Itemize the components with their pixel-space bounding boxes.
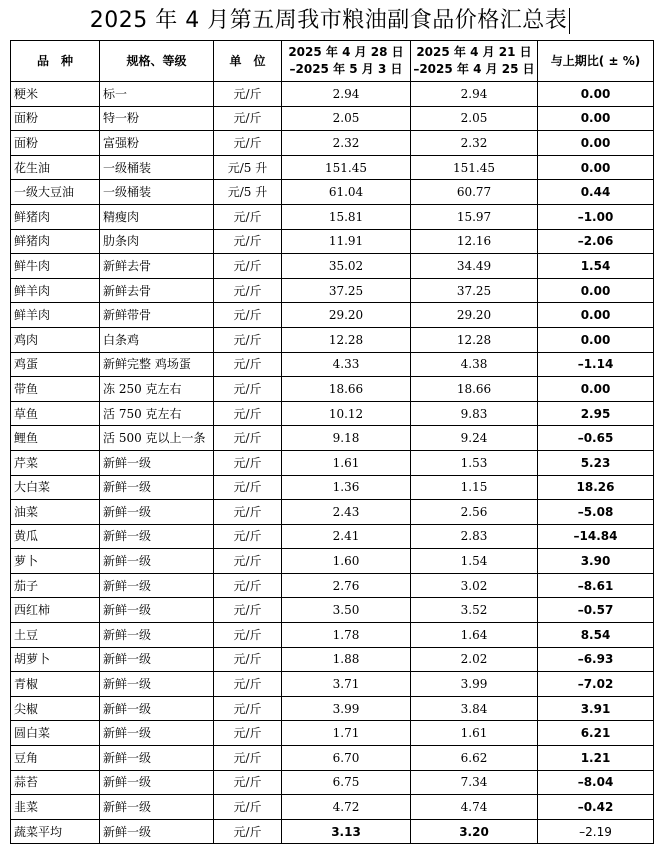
cell-previous-price: 3.20 xyxy=(411,819,538,844)
price-table xyxy=(10,40,654,844)
table-row xyxy=(11,303,654,328)
cell-change: –1.14 xyxy=(538,352,654,377)
cell-variety: 面粉 xyxy=(11,131,100,156)
cell-variety: 鸡肉 xyxy=(11,327,100,352)
cell-previous-price: 2.56 xyxy=(411,500,538,525)
cell-unit: 元/斤 xyxy=(214,475,282,500)
cell-previous-price: 9.24 xyxy=(411,426,538,451)
cell-spec: 活 750 克左右 xyxy=(100,401,214,426)
cell-spec: 特一粉 xyxy=(100,106,214,131)
cell-unit: 元/斤 xyxy=(214,598,282,623)
cell-previous-price: 18.66 xyxy=(411,377,538,402)
cell-change: 6.21 xyxy=(538,721,654,746)
cell-variety: 油菜 xyxy=(11,500,100,525)
cell-change: –2.06 xyxy=(538,229,654,254)
cell-spec: 新鲜一级 xyxy=(100,672,214,697)
cell-current-price: 12.28 xyxy=(282,327,411,352)
cell-previous-price: 12.28 xyxy=(411,327,538,352)
table-row xyxy=(11,278,654,303)
cell-variety: 花生油 xyxy=(11,155,100,180)
table-body xyxy=(11,82,654,844)
summary-row xyxy=(11,819,654,844)
cell-unit: 元/5 升 xyxy=(214,155,282,180)
cell-change: 8.54 xyxy=(538,623,654,648)
cell-variety: 粳米 xyxy=(11,82,100,107)
table-row xyxy=(11,696,654,721)
cell-change: 0.00 xyxy=(538,106,654,131)
cell-previous-price: 1.15 xyxy=(411,475,538,500)
cell-variety: 一级大豆油 xyxy=(11,180,100,205)
cell-change: –14.84 xyxy=(538,524,654,549)
cell-variety: 面粉 xyxy=(11,106,100,131)
cell-current-price: 2.41 xyxy=(282,524,411,549)
cell-current-price: 6.75 xyxy=(282,770,411,795)
cell-spec: 新鲜一级 xyxy=(100,524,214,549)
cell-previous-price: 2.94 xyxy=(411,82,538,107)
cell-change: 0.00 xyxy=(538,278,654,303)
cell-variety: 蒜苔 xyxy=(11,770,100,795)
cell-change: 18.26 xyxy=(538,475,654,500)
cell-current-price: 15.81 xyxy=(282,204,411,229)
cell-change: 0.00 xyxy=(538,377,654,402)
cell-change: 0.44 xyxy=(538,180,654,205)
cell-spec: 新鲜一级 xyxy=(100,623,214,648)
table-row xyxy=(11,770,654,795)
cell-unit: 元/斤 xyxy=(214,426,282,451)
cell-spec: 新鲜一级 xyxy=(100,573,214,598)
cell-unit: 元/斤 xyxy=(214,401,282,426)
cell-current-price: 1.88 xyxy=(282,647,411,672)
cell-spec: 一级桶装 xyxy=(100,155,214,180)
cell-change: 0.00 xyxy=(538,155,654,180)
cell-change: –0.65 xyxy=(538,426,654,451)
cell-spec: 活 500 克以上一条 xyxy=(100,426,214,451)
cell-unit: 元/斤 xyxy=(214,721,282,746)
table-row xyxy=(11,377,654,402)
cell-spec: 新鲜一级 xyxy=(100,450,214,475)
text-cursor xyxy=(569,8,570,34)
cell-current-price: 2.43 xyxy=(282,500,411,525)
cell-previous-price: 1.61 xyxy=(411,721,538,746)
cell-current-price: 2.32 xyxy=(282,131,411,156)
cell-unit: 元/斤 xyxy=(214,500,282,525)
cell-unit: 元/斤 xyxy=(214,327,282,352)
cell-previous-price: 15.97 xyxy=(411,204,538,229)
cell-current-price: 37.25 xyxy=(282,278,411,303)
cell-spec: 新鲜一级 xyxy=(100,475,214,500)
cell-previous-price: 1.64 xyxy=(411,623,538,648)
cell-spec: 新鲜去骨 xyxy=(100,278,214,303)
cell-change: 0.00 xyxy=(538,327,654,352)
cell-variety: 土豆 xyxy=(11,623,100,648)
cell-previous-price: 4.74 xyxy=(411,795,538,820)
cell-unit: 元/斤 xyxy=(214,204,282,229)
cell-spec: 标一 xyxy=(100,82,214,107)
cell-unit: 元/斤 xyxy=(214,795,282,820)
cell-unit: 元/斤 xyxy=(214,229,282,254)
cell-previous-price: 2.02 xyxy=(411,647,538,672)
cell-spec: 新鲜去骨 xyxy=(100,254,214,279)
header-variety: 品 种 xyxy=(11,41,100,82)
table-row xyxy=(11,106,654,131)
cell-current-price: 1.36 xyxy=(282,475,411,500)
cell-unit: 元/斤 xyxy=(214,377,282,402)
cell-change: 0.00 xyxy=(538,303,654,328)
table-row xyxy=(11,131,654,156)
cell-current-price: 2.76 xyxy=(282,573,411,598)
cell-unit: 元/斤 xyxy=(214,254,282,279)
cell-variety: 带鱼 xyxy=(11,377,100,402)
cell-unit: 元/5 升 xyxy=(214,180,282,205)
cell-previous-price: 2.32 xyxy=(411,131,538,156)
table-row xyxy=(11,229,654,254)
cell-change: 3.91 xyxy=(538,696,654,721)
table-header xyxy=(11,41,654,82)
cell-change: 3.90 xyxy=(538,549,654,574)
cell-variety: 鲜猪肉 xyxy=(11,229,100,254)
table-row xyxy=(11,647,654,672)
table-row xyxy=(11,401,654,426)
cell-variety: 尖椒 xyxy=(11,696,100,721)
cell-change: 1.54 xyxy=(538,254,654,279)
cell-previous-price: 3.52 xyxy=(411,598,538,623)
cell-current-price: 2.05 xyxy=(282,106,411,131)
cell-spec: 新鲜完整 鸡场蛋 xyxy=(100,352,214,377)
cell-previous-price: 3.02 xyxy=(411,573,538,598)
cell-variety: 萝卜 xyxy=(11,549,100,574)
cell-unit: 元/斤 xyxy=(214,573,282,598)
cell-unit: 元/斤 xyxy=(214,524,282,549)
cell-spec: 新鲜一级 xyxy=(100,696,214,721)
header-change: 与上期比( ± %) xyxy=(538,41,654,82)
cell-current-price: 4.72 xyxy=(282,795,411,820)
table-row xyxy=(11,795,654,820)
header-current-period-start: 2025 年 4 月 28 日 xyxy=(288,45,404,59)
cell-change: –5.08 xyxy=(538,500,654,525)
header-previous-period xyxy=(411,41,538,82)
cell-change: –0.57 xyxy=(538,598,654,623)
table-row xyxy=(11,426,654,451)
cell-current-price: 1.78 xyxy=(282,623,411,648)
table-row xyxy=(11,623,654,648)
cell-previous-price: 151.45 xyxy=(411,155,538,180)
document-title-text: 2025 年 4 月第五周我市粮油副食品价格汇总表 xyxy=(89,8,568,33)
cell-unit: 元/斤 xyxy=(214,672,282,697)
cell-current-price: 1.60 xyxy=(282,549,411,574)
cell-variety: 黄瓜 xyxy=(11,524,100,549)
cell-spec: 新鲜带骨 xyxy=(100,303,214,328)
cell-current-price: 10.12 xyxy=(282,401,411,426)
header-current-period-end: –2025 年 5 月 3 日 xyxy=(289,62,403,76)
table-row xyxy=(11,746,654,771)
cell-unit: 元/斤 xyxy=(214,819,282,844)
cell-previous-price: 3.99 xyxy=(411,672,538,697)
cell-previous-price: 12.16 xyxy=(411,229,538,254)
cell-current-price: 3.50 xyxy=(282,598,411,623)
table-row xyxy=(11,500,654,525)
table-row xyxy=(11,524,654,549)
cell-unit: 元/斤 xyxy=(214,303,282,328)
table-row xyxy=(11,475,654,500)
table-row xyxy=(11,352,654,377)
cell-previous-price: 1.53 xyxy=(411,450,538,475)
table-row xyxy=(11,549,654,574)
cell-change: –8.04 xyxy=(538,770,654,795)
header-current-period xyxy=(282,41,411,82)
table-row xyxy=(11,721,654,746)
cell-current-price: 151.45 xyxy=(282,155,411,180)
cell-change: –2.19 xyxy=(538,819,654,844)
cell-unit: 元/斤 xyxy=(214,82,282,107)
cell-variety: 大白菜 xyxy=(11,475,100,500)
cell-unit: 元/斤 xyxy=(214,450,282,475)
cell-variety: 鲜猪肉 xyxy=(11,204,100,229)
cell-unit: 元/斤 xyxy=(214,106,282,131)
cell-spec: 新鲜一级 xyxy=(100,598,214,623)
table-row xyxy=(11,598,654,623)
cell-change: 5.23 xyxy=(538,450,654,475)
cell-current-price: 61.04 xyxy=(282,180,411,205)
cell-spec: 新鲜一级 xyxy=(100,500,214,525)
cell-spec: 新鲜一级 xyxy=(100,746,214,771)
cell-spec: 精瘦肉 xyxy=(100,204,214,229)
cell-spec: 新鲜一级 xyxy=(100,819,214,844)
cell-change: –6.93 xyxy=(538,647,654,672)
cell-previous-price: 37.25 xyxy=(411,278,538,303)
cell-change: –8.61 xyxy=(538,573,654,598)
cell-current-price: 3.71 xyxy=(282,672,411,697)
table-row xyxy=(11,573,654,598)
cell-current-price: 11.91 xyxy=(282,229,411,254)
cell-previous-price: 3.84 xyxy=(411,696,538,721)
cell-current-price: 6.70 xyxy=(282,746,411,771)
header-row xyxy=(11,41,654,82)
cell-previous-price: 6.62 xyxy=(411,746,538,771)
cell-change: –0.42 xyxy=(538,795,654,820)
cell-previous-price: 60.77 xyxy=(411,180,538,205)
cell-variety: 豆角 xyxy=(11,746,100,771)
cell-current-price: 4.33 xyxy=(282,352,411,377)
header-spec: 规格、等级 xyxy=(100,41,214,82)
table-row xyxy=(11,327,654,352)
document-title xyxy=(0,4,660,38)
cell-previous-price: 1.54 xyxy=(411,549,538,574)
cell-unit: 元/斤 xyxy=(214,278,282,303)
table-row xyxy=(11,180,654,205)
cell-change: –7.02 xyxy=(538,672,654,697)
cell-unit: 元/斤 xyxy=(214,770,282,795)
cell-spec: 新鲜一级 xyxy=(100,770,214,795)
cell-change: 2.95 xyxy=(538,401,654,426)
cell-spec: 新鲜一级 xyxy=(100,721,214,746)
cell-unit: 元/斤 xyxy=(214,352,282,377)
cell-spec: 一级桶装 xyxy=(100,180,214,205)
cell-previous-price: 2.83 xyxy=(411,524,538,549)
cell-spec: 富强粉 xyxy=(100,131,214,156)
cell-current-price: 35.02 xyxy=(282,254,411,279)
header-previous-period-start: 2025 年 4 月 21 日 xyxy=(416,45,532,59)
cell-current-price: 1.71 xyxy=(282,721,411,746)
cell-variety: 西红柿 xyxy=(11,598,100,623)
cell-spec: 白条鸡 xyxy=(100,327,214,352)
table-row xyxy=(11,450,654,475)
header-unit: 单 位 xyxy=(214,41,282,82)
cell-spec: 新鲜一级 xyxy=(100,549,214,574)
cell-unit: 元/斤 xyxy=(214,549,282,574)
cell-unit: 元/斤 xyxy=(214,647,282,672)
table-row xyxy=(11,672,654,697)
cell-current-price: 3.13 xyxy=(282,819,411,844)
table-row xyxy=(11,254,654,279)
table-row xyxy=(11,82,654,107)
cell-unit: 元/斤 xyxy=(214,746,282,771)
cell-current-price: 1.61 xyxy=(282,450,411,475)
cell-spec: 新鲜一级 xyxy=(100,795,214,820)
cell-variety: 鲜牛肉 xyxy=(11,254,100,279)
cell-variety: 韭菜 xyxy=(11,795,100,820)
table-row xyxy=(11,155,654,180)
cell-current-price: 3.99 xyxy=(282,696,411,721)
cell-variety: 茄子 xyxy=(11,573,100,598)
cell-previous-price: 4.38 xyxy=(411,352,538,377)
cell-current-price: 9.18 xyxy=(282,426,411,451)
cell-current-price: 2.94 xyxy=(282,82,411,107)
header-previous-period-end: –2025 年 4 月 25 日 xyxy=(413,62,535,76)
cell-previous-price: 7.34 xyxy=(411,770,538,795)
cell-spec: 肋条肉 xyxy=(100,229,214,254)
cell-unit: 元/斤 xyxy=(214,623,282,648)
cell-variety: 蔬菜平均 xyxy=(11,819,100,844)
cell-variety: 芹菜 xyxy=(11,450,100,475)
cell-variety: 鲜羊肉 xyxy=(11,278,100,303)
cell-spec: 新鲜一级 xyxy=(100,647,214,672)
cell-previous-price: 9.83 xyxy=(411,401,538,426)
cell-previous-price: 2.05 xyxy=(411,106,538,131)
cell-current-price: 18.66 xyxy=(282,377,411,402)
cell-previous-price: 34.49 xyxy=(411,254,538,279)
cell-change: 0.00 xyxy=(538,82,654,107)
cell-variety: 鸡蛋 xyxy=(11,352,100,377)
cell-variety: 鲜羊肉 xyxy=(11,303,100,328)
cell-variety: 胡萝卜 xyxy=(11,647,100,672)
cell-change: 0.00 xyxy=(538,131,654,156)
cell-current-price: 29.20 xyxy=(282,303,411,328)
cell-variety: 鲤鱼 xyxy=(11,426,100,451)
cell-unit: 元/斤 xyxy=(214,696,282,721)
cell-variety: 青椒 xyxy=(11,672,100,697)
cell-change: –1.00 xyxy=(538,204,654,229)
table-row xyxy=(11,204,654,229)
cell-variety: 草鱼 xyxy=(11,401,100,426)
cell-spec: 冻 250 克左右 xyxy=(100,377,214,402)
cell-variety: 圆白菜 xyxy=(11,721,100,746)
cell-unit: 元/斤 xyxy=(214,131,282,156)
cell-change: 1.21 xyxy=(538,746,654,771)
cell-previous-price: 29.20 xyxy=(411,303,538,328)
